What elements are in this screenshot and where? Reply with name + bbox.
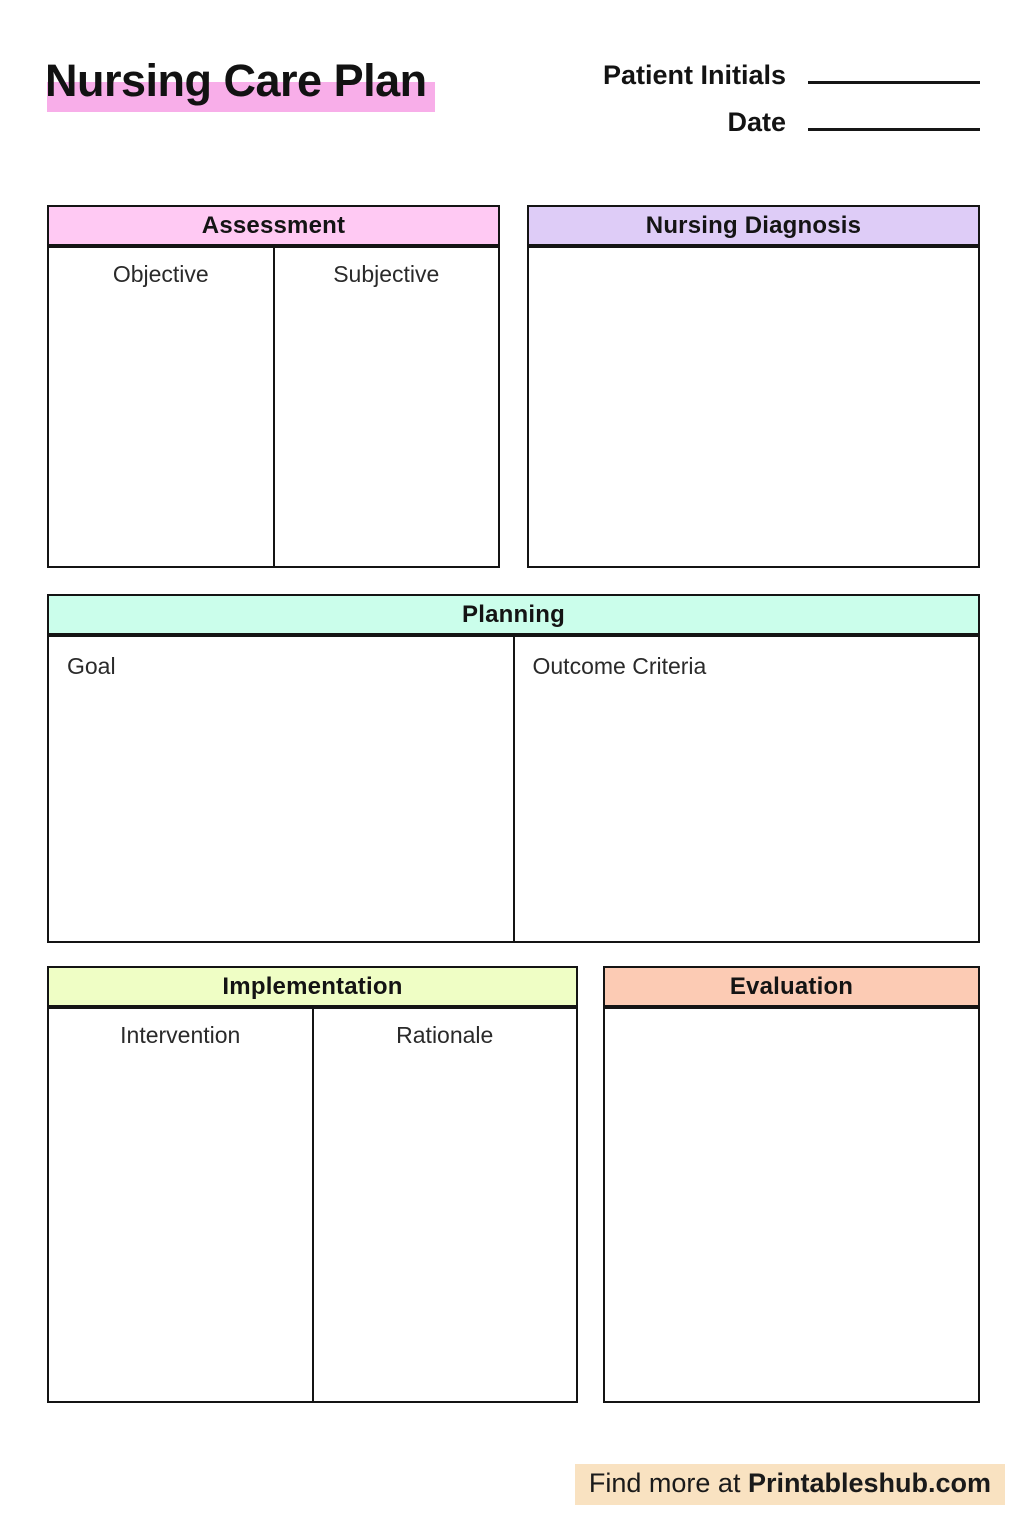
planning-body — [49, 637, 978, 941]
rationale-column-label: Rationale — [396, 1022, 494, 1048]
outcome-criteria-column-label: Outcome Criteria — [532, 653, 707, 679]
nursing-diagnosis-header — [529, 207, 978, 248]
implementation-header — [49, 968, 576, 1009]
nursing-diagnosis-body — [529, 248, 978, 566]
patient-fields — [603, 58, 980, 139]
footer-highlight — [575, 1464, 1005, 1505]
planning-title: Planning — [462, 600, 565, 628]
planning-section — [47, 594, 980, 943]
date-label: Date — [727, 107, 786, 137]
nursing-diagnosis-section — [527, 205, 980, 568]
planning-header — [49, 596, 978, 637]
evaluation-body — [605, 1009, 978, 1401]
planning-outcome-criteria-column — [515, 637, 979, 941]
evaluation-header — [605, 968, 978, 1009]
page-title — [45, 55, 427, 107]
assessment-section — [47, 205, 500, 568]
page-footer — [575, 1464, 1005, 1505]
goal-column-label: Goal — [67, 653, 116, 679]
intervention-column-label: Intervention — [120, 1022, 241, 1048]
footer-brand: Printableshub.com — [747, 1468, 991, 1498]
date-field — [727, 105, 980, 139]
subjective-column-label: Subjective — [333, 261, 440, 287]
planning-goal-column — [49, 637, 515, 941]
footer-prefix: Find more at — [588, 1468, 748, 1498]
nursing-diagnosis-title: Nursing Diagnosis — [645, 211, 862, 239]
assessment-objective-column — [49, 248, 275, 566]
assessment-body — [49, 248, 498, 566]
evaluation-blank-area — [605, 1009, 978, 1401]
assessment-title: Assessment — [201, 211, 346, 239]
implementation-body — [49, 1009, 576, 1401]
evaluation-section — [603, 966, 980, 1403]
evaluation-title: Evaluation — [729, 972, 854, 1000]
assessment-header — [49, 207, 498, 248]
assessment-subjective-column — [275, 248, 499, 566]
objective-column-label: Objective — [112, 261, 209, 287]
implementation-section — [47, 966, 578, 1403]
page-title-text: Nursing Care Plan — [45, 55, 427, 106]
patient-initials-label: Patient Initials — [602, 60, 786, 90]
date-blank-line — [808, 105, 980, 131]
patient-initials-field — [603, 58, 980, 92]
implementation-rationale-column — [314, 1009, 577, 1401]
page-header — [45, 55, 427, 107]
patient-initials-blank-line — [808, 58, 980, 84]
nursing-diagnosis-blank-area — [529, 248, 978, 566]
implementation-title: Implementation — [222, 972, 403, 1000]
implementation-intervention-column — [49, 1009, 314, 1401]
